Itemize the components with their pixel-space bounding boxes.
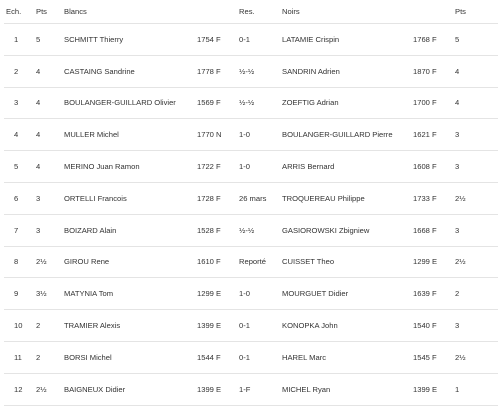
table-row: [4, 246, 498, 278]
cell-black-player: CUISSET Theo: [282, 246, 413, 278]
cell-white-elo: 1722 F: [197, 151, 239, 183]
cell-white-elo: 1399 E: [197, 310, 239, 342]
cell-black-elo: 1540 F: [413, 310, 455, 342]
cell-black-elo: 1700 F: [413, 87, 455, 119]
cell-ech: 1: [4, 24, 36, 56]
cell-white-elo: 1299 E: [197, 278, 239, 310]
cell-white-player: SCHMITT Thierry: [64, 24, 197, 56]
cell-black-elo: 1639 F: [413, 278, 455, 310]
cell-black-elo: 1545 F: [413, 341, 455, 373]
cell-pts-white: 5: [36, 24, 64, 56]
cell-ech: 12: [4, 373, 36, 405]
table-row: [4, 214, 498, 246]
cell-result: ½-½: [239, 214, 282, 246]
cell-white-elo: 1569 F: [197, 87, 239, 119]
cell-pts-white: 4: [36, 55, 64, 87]
cell-ech: 5: [4, 151, 36, 183]
cell-result: 1-0: [239, 151, 282, 183]
cell-ech: 2: [4, 55, 36, 87]
cell-pts-white: 2: [36, 310, 64, 342]
cell-white-elo: 1754 F: [197, 24, 239, 56]
cell-white-player: TRAMIER Alexis: [64, 310, 197, 342]
cell-white-player: ORTELLI Francois: [64, 182, 197, 214]
cell-white-elo: 1544 F: [197, 341, 239, 373]
table-row: [4, 373, 498, 405]
cell-black-player: HAREL Marc: [282, 341, 413, 373]
header-ech: Ech.: [6, 7, 22, 16]
cell-result: 0-1: [239, 24, 282, 56]
header-black: Noirs: [282, 7, 300, 16]
cell-result: 1-F: [239, 373, 282, 405]
table-row: [4, 119, 498, 151]
cell-white-player: CASTAING Sandrine: [64, 55, 197, 87]
cell-pts-black: 4: [455, 55, 498, 87]
table-row: [4, 182, 498, 214]
table-row: [4, 24, 498, 56]
cell-pts-black: 3: [455, 119, 498, 151]
cell-black-elo: 1733 F: [413, 182, 455, 214]
header-pts-black: Pts: [455, 7, 466, 16]
cell-pts-black: 3: [455, 214, 498, 246]
cell-pts-white: 2: [36, 341, 64, 373]
cell-black-elo: 1399 E: [413, 373, 455, 405]
table-header-row: [4, 0, 498, 24]
cell-black-elo: 1768 F: [413, 24, 455, 56]
cell-ech: 4: [4, 119, 36, 151]
cell-pts-white: 3: [36, 214, 64, 246]
cell-pts-white: 3: [36, 182, 64, 214]
header-black-elo: [413, 0, 455, 24]
cell-pts-white: 2½: [36, 373, 64, 405]
cell-white-player: MERINO Juan Ramon: [64, 151, 197, 183]
cell-pts-white: 4: [36, 87, 64, 119]
cell-pts-black: 2½: [455, 341, 498, 373]
cell-result: 1-0: [239, 278, 282, 310]
cell-ech: 11: [4, 341, 36, 373]
cell-result: 0-1: [239, 310, 282, 342]
cell-white-elo: 1778 F: [197, 55, 239, 87]
cell-white-player: GIROU Rene: [64, 246, 197, 278]
cell-black-elo: 1668 F: [413, 214, 455, 246]
header-white: Blancs: [64, 7, 87, 16]
cell-black-player: GASIOROWSKI Zbigniew: [282, 214, 413, 246]
table-row: [4, 278, 498, 310]
cell-white-elo: 1528 F: [197, 214, 239, 246]
cell-result: 0-1: [239, 341, 282, 373]
cell-black-player: LATAMIE Crispin: [282, 24, 413, 56]
cell-ech: 8: [4, 246, 36, 278]
cell-pts-white: 4: [36, 119, 64, 151]
cell-black-elo: 1870 F: [413, 55, 455, 87]
header-result: Res.: [239, 7, 255, 16]
cell-white-elo: 1728 F: [197, 182, 239, 214]
cell-black-player: TROQUEREAU Philippe: [282, 182, 413, 214]
cell-white-player: BOIZARD Alain: [64, 214, 197, 246]
cell-result: 26 mars: [239, 182, 282, 214]
cell-white-player: BOULANGER-GUILLARD Olivier: [64, 87, 197, 119]
cell-white-elo: 1770 N: [197, 119, 239, 151]
cell-white-player: BAIGNEUX Didier: [64, 373, 197, 405]
header-white-elo: [197, 0, 239, 24]
table-row: [4, 151, 498, 183]
table-row: [4, 87, 498, 119]
cell-pts-white: 2½: [36, 246, 64, 278]
cell-pts-white: 3½: [36, 278, 64, 310]
cell-result: ½-½: [239, 55, 282, 87]
cell-white-player: MULLER Michel: [64, 119, 197, 151]
cell-pts-black: 4: [455, 87, 498, 119]
table-row: [4, 341, 498, 373]
cell-ech: 6: [4, 182, 36, 214]
cell-black-elo: 1608 F: [413, 151, 455, 183]
cell-white-player: MATYNIA Tom: [64, 278, 197, 310]
cell-result: 1-0: [239, 119, 282, 151]
cell-black-player: SANDRIN Adrien: [282, 55, 413, 87]
cell-black-player: KONOPKA John: [282, 310, 413, 342]
cell-white-elo: 1399 E: [197, 373, 239, 405]
cell-black-elo: 1621 F: [413, 119, 455, 151]
cell-ech: 9: [4, 278, 36, 310]
cell-white-player: BORSI Michel: [64, 341, 197, 373]
cell-result: Reporté: [239, 246, 282, 278]
cell-pts-black: 2½: [455, 246, 498, 278]
cell-ech: 7: [4, 214, 36, 246]
cell-black-player: ZOEFTIG Adrian: [282, 87, 413, 119]
cell-white-elo: 1610 F: [197, 246, 239, 278]
cell-result: ½-½: [239, 87, 282, 119]
header-pts-white: Pts: [36, 7, 47, 16]
cell-pts-black: 3: [455, 151, 498, 183]
cell-pts-white: 4: [36, 151, 64, 183]
pairings-table: [4, 0, 498, 406]
cell-pts-black: 2: [455, 278, 498, 310]
cell-black-elo: 1299 E: [413, 246, 455, 278]
cell-black-player: MICHEL Ryan: [282, 373, 413, 405]
cell-pts-black: 2½: [455, 182, 498, 214]
cell-pts-black: 5: [455, 24, 498, 56]
table-row: [4, 55, 498, 87]
cell-pts-black: 1: [455, 373, 498, 405]
cell-ech: 3: [4, 87, 36, 119]
cell-black-player: ARRIS Bernard: [282, 151, 413, 183]
cell-ech: 10: [4, 310, 36, 342]
cell-black-player: BOULANGER-GUILLARD Pierre: [282, 119, 413, 151]
table-row: [4, 310, 498, 342]
cell-pts-black: 3: [455, 310, 498, 342]
cell-black-player: MOURGUET Didier: [282, 278, 413, 310]
